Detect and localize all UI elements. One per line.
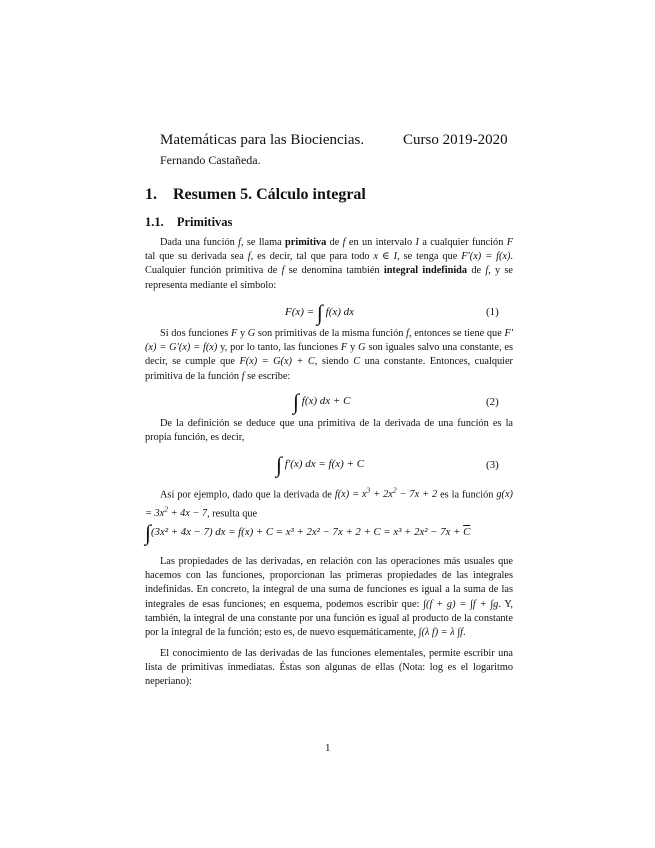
author: Fernando Castañeda. [160, 153, 261, 167]
section-title: Resumen 5. Cálculo integral [173, 186, 366, 203]
paragraph-elementary: El conocimiento de las derivadas de las funciones elementales, permite escribir una lista de primitivas inmediatas. Éstas son algunas de ellas (Nota: log es el logaritmo neperiano): [145, 648, 513, 688]
paragraph-properties: Las propiedades de las derivadas, en relación con las operaciones más usuales que hacemos con las funciones, proporcionan las primeras propiedades de las integrales indefinidas. En concreto, la integral de una suma de funciones es igual a la suma de las integrales de esas funciones; en esquema, podemos escribir que: ∫(f + g) = ∫f + ∫g. Y, también, la integral de una constante por una función es igual al producto de la constante por la integral de la función; esto es, de nuevo esquemáticamente, ∫(λ f) = λ ∫f. [145, 556, 514, 639]
c-bar: $\overline{C}$ [463, 526, 471, 538]
term-primitiva: primitiva [285, 237, 327, 248]
equation-2: ∫ f(x) dx + C [293, 389, 351, 414]
page-number: 1 [325, 742, 331, 754]
course-title: Matemáticas para las Biociencias. [160, 132, 365, 148]
section-heading [145, 186, 366, 204]
course-year: Curso 2019-2020 [403, 132, 508, 148]
subsection-number: 1.1. [145, 215, 164, 229]
equation-3: ∫ f′(x) dx = f(x) + C [276, 452, 365, 477]
paragraph-derivative-primitive: De la definición se deduce que una primitiva de la derivada de una función es la propia función, es decir, [145, 418, 513, 444]
paragraph-definition: Dada una función f, se llama primitiva de f en un intervalo I a cualquier función F tal que su derivada sea f, es decir, tal que para todo x ∈ I, se tenga que F′(x) = f(x). Cualquier función primitiva de f se denomina también integral indefinida de f, y se representa mediante el símbolo: [145, 237, 514, 291]
integral-sign: ∫ [145, 520, 152, 545]
section-number: 1. [145, 186, 157, 203]
equation-3-number: (3) [486, 459, 499, 471]
integral-sign: ∫ [316, 300, 323, 325]
equation-example: ∫(3x² + 4x − 7) dx = $f(x) + C = x^3 + 2x^2 - 7x + 2 + C = x^3 + 2x^2 - 7x + \overline{C}$ [145, 520, 471, 545]
subsection-heading [145, 215, 232, 230]
paragraph-example: Así por ejemplo, dado que la derivada de $f(x) = x^3 + 2x^2 - 7x + 2$ es la función $g(x) = 3x^2 + 4x - 7$, resulta que [145, 486, 513, 520]
subsection-title: Primitivas [176, 215, 233, 229]
equation-1-number: (1) [486, 306, 499, 318]
equation-2-number: (2) [486, 396, 499, 408]
integral-sign: ∫ [276, 452, 283, 477]
term-integral-indefinida: integral indefinida [383, 265, 468, 277]
integral-sign: ∫ [293, 389, 300, 414]
equation-1: F(x) = ∫ f(x) dx [285, 300, 355, 325]
paragraph-two-primitives: Si dos funciones F y G son primitivas de la misma función f, entonces se tiene que F′(x) = G′(x) = f(x) y, por lo tanto, las funciones F y G son iguales salvo una constante, es decir, se cumple que F(x) = G(x) + C, siendo C una constante. Entonces, cualquier primitiva de la función f se escribe: [145, 328, 513, 382]
